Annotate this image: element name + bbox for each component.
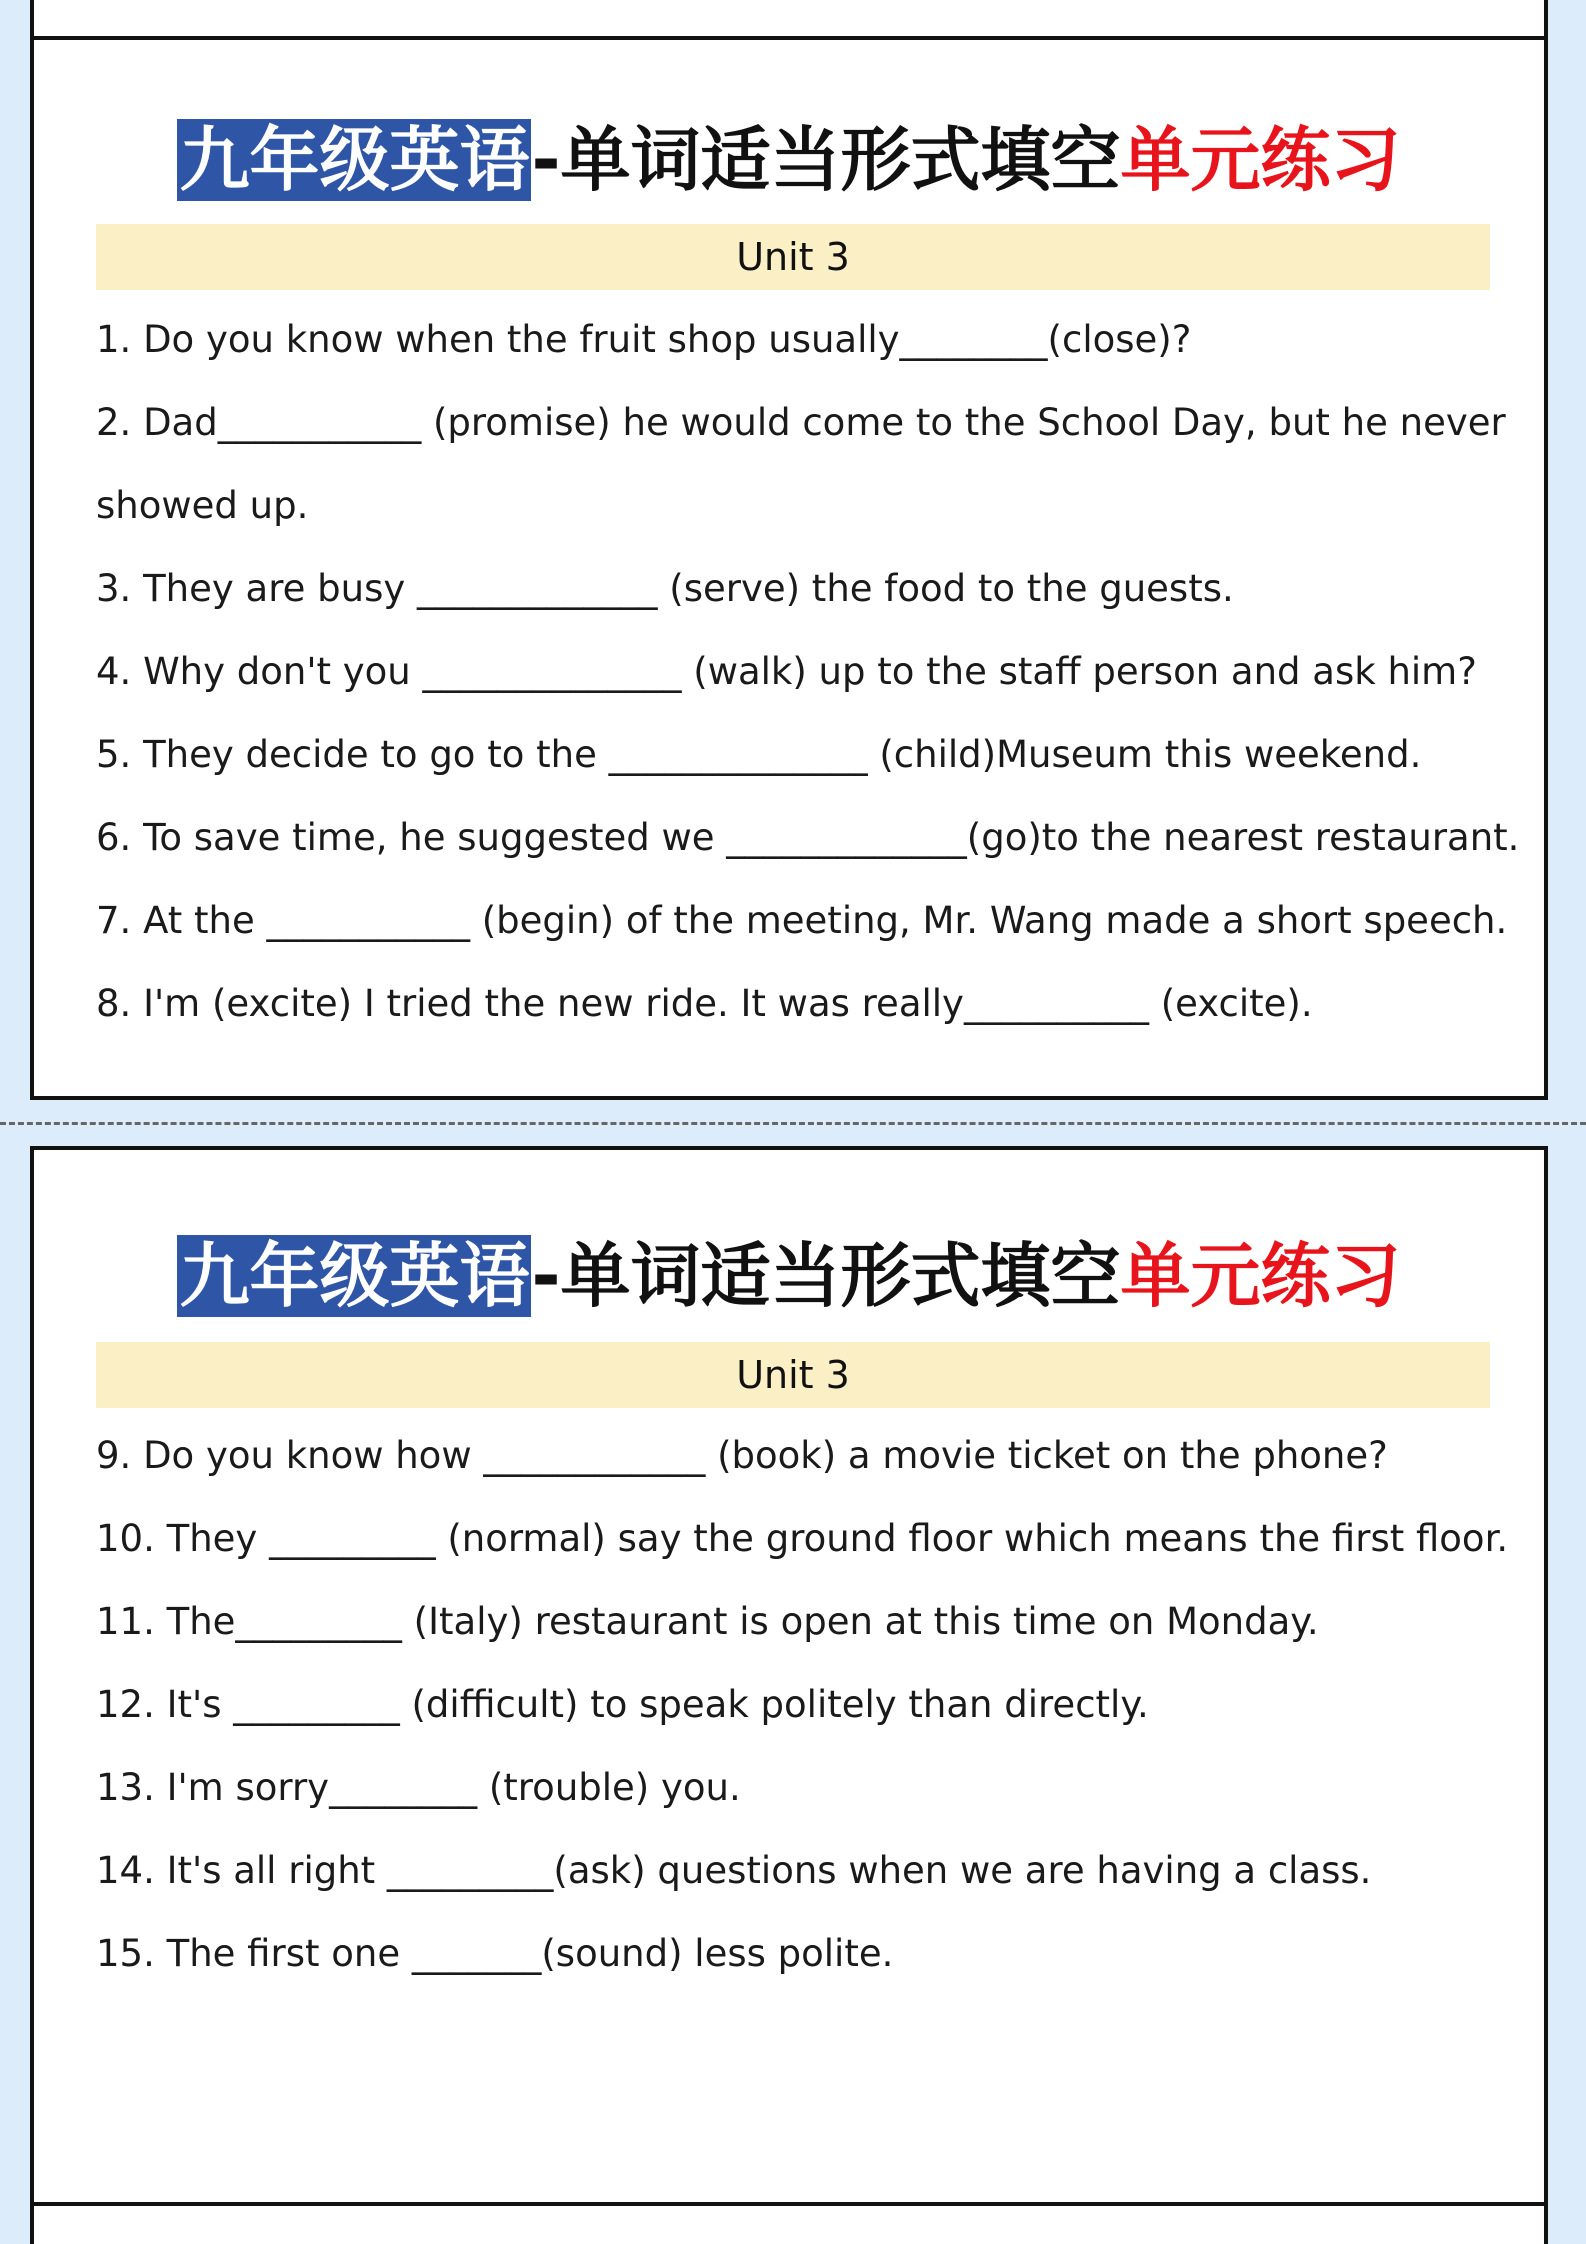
title-highlight: 九年级英语 — [179, 1235, 530, 1317]
title-highlight: 九年级英语 — [179, 119, 530, 201]
bottom-edge-strip — [30, 2206, 1548, 2244]
question-item: 4. Why don't you ______________ (walk) up to the staff person and ask him? — [96, 650, 1477, 693]
worksheet-card-1 — [30, 36, 1548, 1100]
question-item: 2. Dad___________ (promise) he would come to the School Day, but he never — [96, 401, 1506, 444]
question-item: 13. I'm sorry________ (trouble) you. — [96, 1766, 741, 1809]
unit-banner: Unit 3 — [96, 224, 1490, 290]
unit-banner: Unit 3 — [96, 1342, 1490, 1408]
dashed-divider — [0, 1122, 1586, 1125]
question-item: 3. They are busy _____________ (serve) the food to the guests. — [96, 567, 1234, 610]
question-item: 12. It's _________ (difficult) to speak politely than directly. — [96, 1683, 1149, 1726]
title-red: 单元练习 — [1120, 119, 1401, 201]
title-red: 单元练习 — [1120, 1235, 1401, 1317]
question-item: 9. Do you know how ____________ (book) a movie ticket on the phone? — [96, 1434, 1388, 1477]
question-item: 1. Do you know when the fruit shop usually________(close)? — [96, 318, 1192, 361]
question-item: 10. They _________ (normal) say the ground floor which means the first floor. — [96, 1517, 1509, 1560]
worksheet-title — [34, 1220, 1544, 1332]
question-list — [96, 298, 1520, 1045]
question-item: 5. They decide to go to the ______________ (child)Museum this weekend. — [96, 733, 1422, 776]
worksheet-card-2 — [30, 1146, 1548, 2206]
question-item: 14. It's all right _________(ask) questions when we are having a class. — [96, 1849, 1372, 1892]
question-list — [96, 1414, 1516, 1995]
question-item: 15. The first one _______(sound) less polite. — [96, 1932, 894, 1975]
question-item: 7. At the ___________ (begin) of the meeting, Mr. Wang made a short speech. — [96, 899, 1508, 942]
question-item: 8. I'm (excite) I tried the new ride. It was really__________ (excite). — [96, 982, 1313, 1025]
worksheet-title — [34, 104, 1544, 216]
question-item: showed up. — [96, 484, 309, 527]
title-middle: -单词适当形式填空 — [531, 119, 1121, 201]
question-item: 11. The_________ (Italy) restaurant is open at this time on Monday. — [96, 1600, 1319, 1643]
question-item: 6. To save time, he suggested we _____________(go)to the nearest restaurant. — [96, 816, 1520, 859]
top-edge-strip — [30, 0, 1548, 36]
title-middle: -单词适当形式填空 — [531, 1235, 1121, 1317]
